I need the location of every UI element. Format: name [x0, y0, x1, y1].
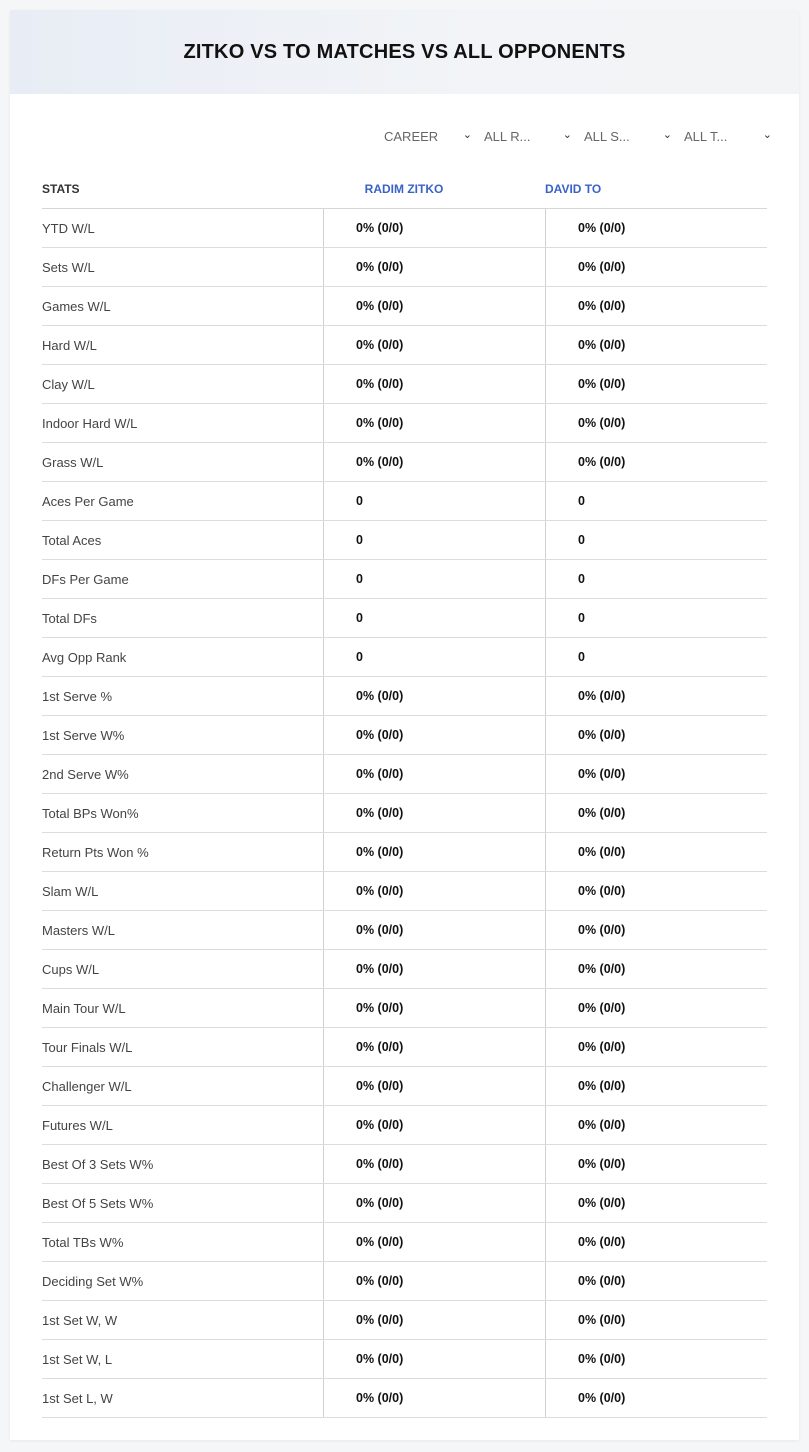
player2-stat-value: 0% (0/0) — [545, 404, 767, 442]
stat-label: Total DFs — [42, 610, 97, 626]
player1-stat-value: 0% (0/0) — [323, 365, 545, 403]
player2-stat-value: 0% (0/0) — [545, 950, 767, 988]
table-row — [42, 794, 767, 833]
stat-label: Indoor Hard W/L — [42, 415, 138, 431]
period-filter-value: CAREER — [384, 128, 439, 144]
table-row — [42, 1379, 767, 1418]
table-row — [42, 1028, 767, 1067]
table-row — [42, 326, 767, 365]
stat-label: DFs Per Game — [42, 571, 129, 587]
player1-stat-value: 0 — [323, 482, 545, 520]
player1-stat-value: 0% (0/0) — [323, 833, 545, 871]
table-row — [42, 950, 767, 989]
player1-stat-value: 0% (0/0) — [323, 794, 545, 832]
stat-label: Total BPs Won% — [42, 805, 139, 821]
stat-label: Tour Finals W/L — [42, 1039, 133, 1055]
table-row — [42, 833, 767, 872]
stat-label: 1st Set L, W — [42, 1390, 113, 1406]
player2-stat-value: 0% (0/0) — [545, 911, 767, 949]
player1-stat-value: 0 — [323, 638, 545, 676]
player1-stat-value: 0% (0/0) — [323, 326, 545, 364]
stat-label: Hard W/L — [42, 337, 97, 353]
stat-label: 2nd Serve W% — [42, 766, 129, 782]
table-row — [42, 677, 767, 716]
table-row — [42, 599, 767, 638]
player2-stat-value: 0% (0/0) — [545, 1379, 767, 1417]
player2-stat-value: 0 — [545, 638, 767, 676]
player2-stat-value: 0% (0/0) — [545, 872, 767, 910]
stat-label: 1st Set W, L — [42, 1351, 113, 1367]
player2-stat-value: 0% (0/0) — [545, 443, 767, 481]
table-row — [42, 521, 767, 560]
table-row — [42, 404, 767, 443]
player2-stat-value: 0 — [545, 482, 767, 520]
player2-stat-value: 0% (0/0) — [545, 1028, 767, 1066]
player2-stat-value: 0% (0/0) — [545, 287, 767, 325]
tournament-filter-select[interactable] — [678, 126, 778, 146]
stat-label: Futures W/L — [42, 1117, 113, 1133]
table-row — [42, 1340, 767, 1379]
player1-stat-value: 0% (0/0) — [323, 755, 545, 793]
player2-stat-value: 0% (0/0) — [545, 677, 767, 715]
player2-stat-value: 0% (0/0) — [545, 989, 767, 1027]
player2-stat-value: 0% (0/0) — [545, 248, 767, 286]
stat-label: Aces Per Game — [42, 493, 134, 509]
player1-stat-value: 0 — [323, 521, 545, 559]
chevron-down-icon: ⌄ — [662, 129, 672, 141]
card-header — [10, 10, 799, 94]
player1-stat-value: 0% (0/0) — [323, 443, 545, 481]
player1-stat-value: 0% (0/0) — [323, 248, 545, 286]
table-row — [42, 365, 767, 404]
stat-label: Clay W/L — [42, 376, 95, 392]
table-row — [42, 1223, 767, 1262]
player1-stat-value: 0% (0/0) — [323, 1145, 545, 1183]
player2-stat-value: 0% (0/0) — [545, 1301, 767, 1339]
table-row — [42, 1067, 767, 1106]
player1-stat-value: 0% (0/0) — [323, 911, 545, 949]
player2-stat-value: 0% (0/0) — [545, 1340, 767, 1378]
stat-label: Total TBs W% — [42, 1234, 124, 1250]
player1-stat-value: 0% (0/0) — [323, 1067, 545, 1105]
table-row — [42, 755, 767, 794]
stat-label: 1st Serve W% — [42, 727, 125, 743]
stat-label: YTD W/L — [42, 220, 95, 236]
chevron-down-icon: ⌄ — [562, 129, 572, 141]
stat-label: Challenger W/L — [42, 1078, 132, 1094]
player1-stat-value: 0% (0/0) — [323, 716, 545, 754]
player2-stat-value: 0% (0/0) — [545, 1106, 767, 1144]
stat-label: Best Of 5 Sets W% — [42, 1195, 154, 1211]
stat-label: 1st Set W, W — [42, 1312, 118, 1328]
player1-stat-value: 0% (0/0) — [323, 1028, 545, 1066]
table-row — [42, 560, 767, 599]
table-row — [42, 287, 767, 326]
table-row — [42, 1262, 767, 1301]
player1-stat-value: 0% (0/0) — [323, 950, 545, 988]
stat-label: Total Aces — [42, 532, 102, 548]
surface-filter-value: ALL S... — [584, 128, 630, 144]
player2-stat-value: 0 — [545, 521, 767, 559]
player1-stat-value: 0% (0/0) — [323, 1262, 545, 1300]
player2-stat-value: 0% (0/0) — [545, 209, 767, 247]
table-row — [42, 482, 767, 521]
player2-stat-value: 0% (0/0) — [545, 755, 767, 793]
table-row — [42, 911, 767, 950]
stat-label: Deciding Set W% — [42, 1273, 144, 1289]
player1-stat-value: 0% (0/0) — [323, 677, 545, 715]
player1-stat-value: 0% (0/0) — [323, 1184, 545, 1222]
table-body — [42, 209, 767, 1418]
stat-label: Cups W/L — [42, 961, 100, 977]
player2-stat-value: 0% (0/0) — [545, 1262, 767, 1300]
stats-column-header: STATS — [42, 182, 80, 196]
player1-stat-value: 0% (0/0) — [323, 209, 545, 247]
table-row — [42, 872, 767, 911]
stat-label: Games W/L — [42, 298, 111, 314]
player2-column-header[interactable]: DAVID TO — [545, 182, 602, 196]
player2-stat-value: 0 — [545, 599, 767, 637]
round-filter-value: ALL R... — [484, 128, 531, 144]
player2-stat-value: 0 — [545, 560, 767, 598]
player1-stat-value: 0% (0/0) — [323, 287, 545, 325]
player1-stat-value: 0% (0/0) — [323, 989, 545, 1027]
stat-label: Avg Opp Rank — [42, 649, 127, 665]
stats-card — [10, 10, 799, 1440]
table-row — [42, 716, 767, 755]
table-row — [42, 209, 767, 248]
player1-stat-value: 0 — [323, 599, 545, 637]
stat-label: 1st Serve % — [42, 688, 113, 704]
table-row — [42, 989, 767, 1028]
player2-stat-value: 0% (0/0) — [545, 365, 767, 403]
stat-label: Main Tour W/L — [42, 1000, 126, 1016]
stat-label: Masters W/L — [42, 922, 115, 938]
player2-stat-value: 0% (0/0) — [545, 1145, 767, 1183]
player2-stat-value: 0% (0/0) — [545, 326, 767, 364]
player1-stat-value: 0% (0/0) — [323, 1379, 545, 1417]
table-row — [42, 248, 767, 287]
table-header — [42, 170, 767, 209]
player2-stat-value: 0% (0/0) — [545, 716, 767, 754]
player1-stat-value: 0% (0/0) — [323, 404, 545, 442]
player2-stat-value: 0% (0/0) — [545, 1223, 767, 1261]
player1-stat-value: 0 — [323, 560, 545, 598]
player2-stat-value: 0% (0/0) — [545, 1067, 767, 1105]
player1-stat-value: 0% (0/0) — [323, 872, 545, 910]
player1-stat-value: 0% (0/0) — [323, 1301, 545, 1339]
chevron-down-icon: ⌄ — [762, 129, 772, 141]
chevron-down-icon: ⌄ — [462, 129, 472, 141]
table-row — [42, 1106, 767, 1145]
stats-table — [42, 170, 767, 1418]
table-row — [42, 638, 767, 677]
table-row — [42, 1145, 767, 1184]
stat-label: Slam W/L — [42, 883, 99, 899]
player1-stat-value: 0% (0/0) — [323, 1106, 545, 1144]
filter-bar — [378, 126, 778, 146]
stat-label: Return Pts Won % — [42, 844, 149, 860]
tournament-filter-value: ALL T... — [684, 128, 728, 144]
player2-stat-value: 0% (0/0) — [545, 833, 767, 871]
page-title: ZITKO VS TO MATCHES VS ALL OPPONENTS — [183, 40, 626, 63]
table-row — [42, 1184, 767, 1223]
table-row — [42, 443, 767, 482]
stat-label: Sets W/L — [42, 259, 95, 275]
period-filter-select[interactable] — [378, 126, 478, 146]
player1-column-header[interactable]: RADIM ZITKO — [364, 182, 444, 196]
surface-filter-select[interactable] — [578, 126, 678, 146]
round-filter-select[interactable] — [478, 126, 578, 146]
player2-stat-value: 0% (0/0) — [545, 1184, 767, 1222]
player1-stat-value: 0% (0/0) — [323, 1223, 545, 1261]
player2-stat-value: 0% (0/0) — [545, 794, 767, 832]
stat-label: Best Of 3 Sets W% — [42, 1156, 154, 1172]
table-row — [42, 1301, 767, 1340]
stat-label: Grass W/L — [42, 454, 104, 470]
player1-stat-value: 0% (0/0) — [323, 1340, 545, 1378]
